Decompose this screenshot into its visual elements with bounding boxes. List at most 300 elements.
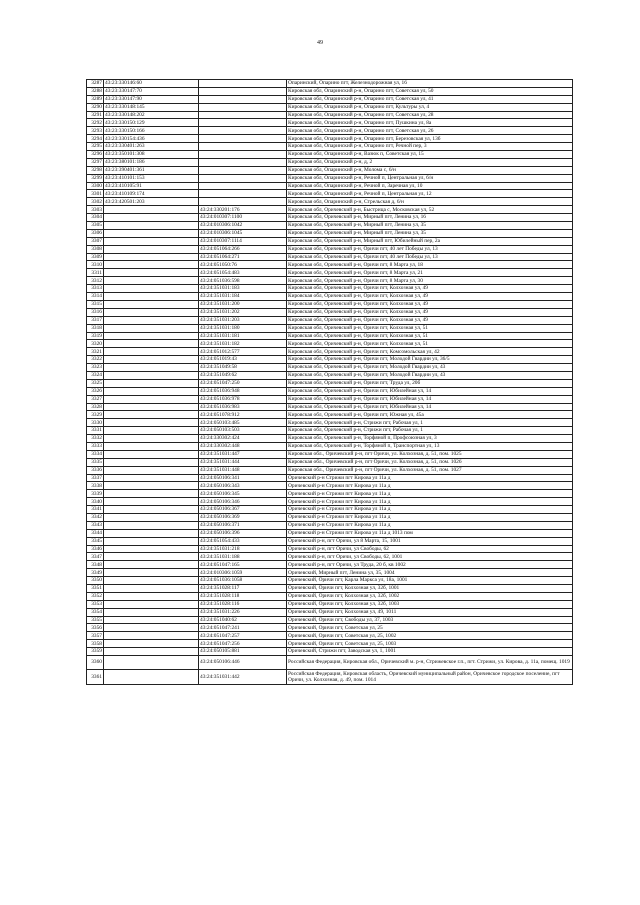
row-number-cell: 3361 [87,670,104,685]
address-cell: Оричевский р-н Стрижи пгт Кирова ул 11а д [287,506,573,514]
old-cadastral-cell [104,364,199,372]
table-row [87,419,573,427]
table-row [87,474,573,482]
row-number-cell: 3335 [87,458,104,466]
table-row [87,206,573,214]
table-row [87,119,573,127]
table-row [87,450,573,458]
old-cadastral-cell [104,656,199,670]
table-row [87,592,573,600]
row-number-cell: 3346 [87,545,104,553]
table-row [87,332,573,340]
new-cadastral-cell: 43:24:010307:1100 [199,214,287,222]
address-cell: Кировская обл, Оричевский р-н, Оричи пгт, Колхозная ул, 49 [287,316,573,324]
new-cadastral-cell: 43:24:351049:62 [199,371,287,379]
old-cadastral-cell: 43:23:350101:308 [104,151,199,159]
new-cadastral-cell: 43:24:051036:598 [199,277,287,285]
row-number-cell: 3310 [87,261,104,269]
new-cadastral-cell: 43:24:050106:341 [199,474,287,482]
row-number-cell: 3357 [87,632,104,640]
table-row [87,482,573,490]
row-number-cell: 3316 [87,308,104,316]
old-cadastral-cell: 43:23:410101:153 [104,174,199,182]
table-row [87,379,573,387]
row-number-cell: 3336 [87,466,104,474]
address-cell: Кировская обл., Оричевский р-н, пгт Оричи, ул. Колхозная, д. 51, пом. 1025 [287,450,573,458]
new-cadastral-cell: 43:24:051047:257 [199,632,287,640]
old-cadastral-cell [104,356,199,364]
row-number-cell: 3311 [87,269,104,277]
row-number-cell: 3337 [87,474,104,482]
address-cell: Кировская обл, Оричевский р-н, Стрижи пгт, Рабочая ул, 1 [287,427,573,435]
table-row [87,435,573,443]
row-number-cell: 3322 [87,356,104,364]
row-number-cell: 3355 [87,616,104,624]
row-number-cell: 3354 [87,608,104,616]
new-cadastral-cell: 43:24:351031:181 [199,332,287,340]
address-cell: Кировская обл, Оричевский р-н, Оричи пгт, Юбилейная ул, 14 [287,387,573,395]
row-number-cell: 3304 [87,214,104,222]
address-cell: Кировская обл, Оричевский р-н, Оричи пгт, 8 Марта ул, 21 [287,269,573,277]
row-number-cell: 3330 [87,419,104,427]
table-row [87,387,573,395]
address-cell: Кировская обл, Оричевский р-н, Торфяной п, Профсоюзная ул, 3 [287,435,573,443]
row-number-cell: 3359 [87,648,104,656]
new-cadastral-cell: 43:24:050106:369 [199,513,287,521]
table-row [87,198,573,206]
old-cadastral-cell [104,269,199,277]
address-cell: Кировская обл, Оричевский р-н, Оричи пгт, Юбилейная ул, 14 [287,403,573,411]
row-number-cell: 3331 [87,427,104,435]
address-cell: Оричевский, Оричи пгт, Колхозная ул, 49, 1011 [287,608,573,616]
new-cadastral-cell: 43:24:050106:343 [199,482,287,490]
new-cadastral-cell: 43:24:351028:118 [199,592,287,600]
old-cadastral-cell [104,529,199,537]
table-row [87,569,573,577]
new-cadastral-cell: 43:24:351031:184 [199,293,287,301]
new-cadastral-cell: 43:24:351049:58 [199,364,287,372]
address-cell: Кировская обл, Оричевский р-н, Оричи пгт, Комсомольская ул, 42 [287,348,573,356]
address-cell: Кировская обл, Оричевский р-н, Оричи пгт, Труда ул, 20б [287,379,573,387]
old-cadastral-cell [104,585,199,593]
table-row [87,245,573,253]
address-cell: Кировская обл, Оричевский р-н, Оричи пгт, 40 лет Победы ул, 13 [287,245,573,253]
row-number-cell: 3307 [87,237,104,245]
address-cell: Кировская обл, Оричевский р-н, Оричи пгт, Колхозная ул, 49 [287,300,573,308]
new-cadastral-cell: 43:24:351031:218 [199,545,287,553]
address-cell: Оричевский, Оричи пгт, Колхозная ул, 32б, 1003 [287,600,573,608]
address-cell: Российская Федерация, Кировская обл., Оричевский м. р-н, Стрижевское г.п., пгт. Стрижи, ул. Кирова, д. 11а, помещ. 1019 [287,656,573,670]
table-row [87,87,573,95]
old-cadastral-cell [104,411,199,419]
old-cadastral-cell [104,466,199,474]
old-cadastral-cell [104,222,199,230]
row-number-cell: 3325 [87,379,104,387]
row-number-cell: 3358 [87,640,104,648]
old-cadastral-cell [104,545,199,553]
row-number-cell: 3360 [87,656,104,670]
row-number-cell: 3306 [87,229,104,237]
row-number-cell: 3329 [87,411,104,419]
new-cadastral-cell [199,174,287,182]
address-cell: Кировская обл, Оричевский р-н, Оричи пгт, Колхозная ул, 51 [287,332,573,340]
new-cadastral-cell: 43:24:351028:117 [199,585,287,593]
address-cell: Оричевский р-н Стрижи пгт Кирова ул 11а д [287,513,573,521]
address-cell: Кировская обл, Оричевский р-н, Оричи пгт, 40 лет Победы ул, 13 [287,253,573,261]
new-cadastral-cell: 43:24:330201:176 [199,206,287,214]
row-number-cell: 3302 [87,198,104,206]
new-cadastral-cell [199,182,287,190]
table-row [87,427,573,435]
table-row [87,229,573,237]
row-number-cell: 3340 [87,498,104,506]
row-number-cell: 3289 [87,95,104,103]
row-number-cell: 3347 [87,553,104,561]
new-cadastral-cell: 43:24:330302:448 [199,442,287,450]
row-number-cell: 3344 [87,529,104,537]
table-row [87,222,573,230]
address-cell: Кировская обл, Опаринский р-н, Речной п, Центральная ул, 12 [287,190,573,198]
address-cell: Кировская обл, Оричевский р-н, Оричи пгт, Колхозная ул, 51 [287,324,573,332]
row-number-cell: 3313 [87,285,104,293]
address-cell: Кировская обл, Опаринский р-н, Стрельская д, 6/н [287,198,573,206]
table-row [87,356,573,364]
old-cadastral-cell [104,482,199,490]
row-number-cell: 3315 [87,300,104,308]
row-number-cell: 3288 [87,87,104,95]
row-number-cell: 3348 [87,561,104,569]
address-cell: Кировская обл, Оричевский р-н, Оричи пгт, Колхозная ул, 49 [287,308,573,316]
new-cadastral-cell: 43:24:051012:577 [199,348,287,356]
table-row [87,143,573,151]
new-cadastral-cell: 43:24:050106:367 [199,506,287,514]
address-cell: Кировская обл, Оричевский р-н, Стрижи пгт, Рабочая ул, 1 [287,419,573,427]
new-cadastral-cell: 43:24:051050:76 [199,261,287,269]
old-cadastral-cell [104,403,199,411]
table-row [87,158,573,166]
old-cadastral-cell [104,616,199,624]
table-row [87,537,573,545]
row-number-cell: 3321 [87,348,104,356]
new-cadastral-cell [199,135,287,143]
old-cadastral-cell [104,670,199,685]
table-row [87,269,573,277]
new-cadastral-cell: 43:24:051047:241 [199,624,287,632]
new-cadastral-cell: 43:24:051047:256 [199,640,287,648]
address-cell: Оричевский р-н Стрижи пгт Кирова ул 11а д [287,498,573,506]
old-cadastral-cell [104,348,199,356]
old-cadastral-cell [104,490,199,498]
address-cell: Оричевский, Оричи пгт, Советская ул, 25 [287,624,573,632]
table-row [87,135,573,143]
new-cadastral-cell [199,151,287,159]
new-cadastral-cell [199,127,287,135]
old-cadastral-cell [104,419,199,427]
address-cell: Оричевский р-н, пгт Оричи, ул Свободы, 62, 1001 [287,553,573,561]
table-row [87,182,573,190]
new-cadastral-cell: 43:24:050106:345 [199,490,287,498]
table-row [87,95,573,103]
table-row [87,624,573,632]
row-number-cell: 3294 [87,135,104,143]
old-cadastral-cell [104,600,199,608]
row-number-cell: 3291 [87,111,104,119]
address-cell: Кировская обл, Опаринский р-н, Опарино пгт, Советская ул, 28 [287,111,573,119]
new-cadastral-cell: 43:24:351031:202 [199,308,287,316]
new-cadastral-cell: 43:24:351031:203 [199,316,287,324]
row-number-cell: 3305 [87,222,104,230]
old-cadastral-cell: 43:23:330154:436 [104,135,199,143]
address-cell: Кировская обл, Оричевский р-н, Оричи пгт, Колхозная ул, 51 [287,340,573,348]
row-number-cell: 3297 [87,158,104,166]
table-row [87,458,573,466]
row-number-cell: 3314 [87,293,104,301]
new-cadastral-cell: 43:24:351031:448 [199,466,287,474]
old-cadastral-cell: 43:23:420501:203 [104,198,199,206]
table-row [87,640,573,648]
new-cadastral-cell: 43:24:051047:250 [199,379,287,387]
new-cadastral-cell: 43:24:330302:424 [199,435,287,443]
new-cadastral-cell: 43:24:051064:266 [199,245,287,253]
new-cadastral-cell [199,166,287,174]
old-cadastral-cell [104,237,199,245]
new-cadastral-cell: 43:24:051036:978 [199,395,287,403]
table-row [87,190,573,198]
address-cell: Кировская обл, Опаринский р-н, Опарино пгт, Пушкина ул, 8а [287,119,573,127]
table-row [87,513,573,521]
new-cadastral-cell [199,87,287,95]
old-cadastral-cell: 43:23:330150:129 [104,119,199,127]
address-cell: Оричевский р-н Стрижи пгт Кирова ул 11а д [287,482,573,490]
table-row [87,608,573,616]
register-table-body [87,80,573,685]
old-cadastral-cell: 43:23:330401:263 [104,143,199,151]
address-cell: Кировская обл., Оричевский р-н, пгт Оричи, ул. Колхозная, д. 51, пом. 1027 [287,466,573,474]
new-cadastral-cell: 43:24:351031:444 [199,458,287,466]
row-number-cell: 3327 [87,395,104,403]
row-number-cell: 3356 [87,624,104,632]
old-cadastral-cell [104,308,199,316]
table-row [87,285,573,293]
row-number-cell: 3308 [87,245,104,253]
old-cadastral-cell [104,592,199,600]
row-number-cell: 3342 [87,513,104,521]
row-number-cell: 3293 [87,127,104,135]
new-cadastral-cell [199,119,287,127]
address-cell: Российская Федерация, Кировская область, Оричевский муниципальный район, Оричевское городское поселение, пгт Оричи, ул. Колхозная, д. 49, пом. 1014 [287,670,573,685]
new-cadastral-cell: 43:24:051054:433 [199,537,287,545]
old-cadastral-cell [104,521,199,529]
new-cadastral-cell: 43:24:351031:180 [199,324,287,332]
address-cell: Оричевский р-н Стрижи пгт Кирова ул 11а д [287,490,573,498]
row-number-cell: 3334 [87,450,104,458]
row-number-cell: 3333 [87,442,104,450]
address-cell: Кировская обл, Опаринский р-н, Речной п, Центральная ул, 6/н [287,174,573,182]
row-number-cell: 3290 [87,103,104,111]
old-cadastral-cell [104,561,199,569]
old-cadastral-cell: 43:23:330148:202 [104,111,199,119]
address-cell: Кировская обл, Оричевский р-н, Оричи пгт, Молодой Гвардии ул, 43 [287,371,573,379]
row-number-cell: 3301 [87,190,104,198]
address-cell: Кировская обл, Опаринский р-н, Опарино пгт, Советская ул, 41 [287,95,573,103]
new-cadastral-cell: 43:24:051078:912 [199,411,287,419]
new-cadastral-cell [199,190,287,198]
row-number-cell: 3318 [87,324,104,332]
address-cell: Кировская обл, Оричевский р-н, Мирный пгт, Ленина ул, 35 [287,229,573,237]
old-cadastral-cell [104,442,199,450]
row-number-cell: 3351 [87,585,104,593]
table-row [87,395,573,403]
address-cell: Кировская обл, Опаринский р-н, Вазюк п, Советская ул, 15 [287,151,573,159]
table-row [87,348,573,356]
address-cell: Кировская обл, Оричевский р-н, Мирный пгт, Ленина ул, 16 [287,214,573,222]
old-cadastral-cell [104,435,199,443]
row-number-cell: 3299 [87,174,104,182]
address-cell: Кировская обл, Опаринский р-н, Опарино пгт, Советская ул, 26 [287,127,573,135]
address-cell: Кировская обл, Оричевский р-н, Торфяной п, Транспортная ул, 13 [287,442,573,450]
row-number-cell: 3324 [87,371,104,379]
table-row [87,364,573,372]
row-number-cell: 3353 [87,600,104,608]
table-row [87,490,573,498]
address-cell: Кировская обл, Опаринский р-н, Опарино пгт, Советская ул, 50 [287,87,573,95]
table-row [87,521,573,529]
new-cadastral-cell: 43:24:050103:485 [199,419,287,427]
old-cadastral-cell [104,277,199,285]
new-cadastral-cell: 43:24:010306:1045 [199,229,287,237]
row-number-cell: 3323 [87,364,104,372]
table-row [87,166,573,174]
new-cadastral-cell: 43:24:051036:1058 [199,577,287,585]
old-cadastral-cell [104,324,199,332]
table-row [87,600,573,608]
old-cadastral-cell: 43:23:380101:186 [104,158,199,166]
new-cadastral-cell: 43:24:351031:200 [199,300,287,308]
new-cadastral-cell [199,80,287,88]
address-cell: Кировская обл, Опаринский р-н, Речной п, Заречная ул, 10 [287,182,573,190]
old-cadastral-cell [104,474,199,482]
new-cadastral-cell: 43:24:050106:346 [199,498,287,506]
table-row [87,103,573,111]
table-row [87,174,573,182]
table-row [87,411,573,419]
new-cadastral-cell: 43:24:051047:165 [199,561,287,569]
table-row [87,371,573,379]
address-cell: Оричевский, Оричи пгт, Свободы ул, 37, 1003 [287,616,573,624]
row-number-cell: 3326 [87,387,104,395]
old-cadastral-cell [104,340,199,348]
table-row [87,498,573,506]
new-cadastral-cell: 43:24:051019:43 [199,356,287,364]
old-cadastral-cell: 43:23:330146:60 [104,80,199,88]
new-cadastral-cell: 43:24:351031:226 [199,608,287,616]
old-cadastral-cell [104,332,199,340]
address-cell: Кировская обл, Оричевский р-н, Мирный пгт, Юбилейный пер, 2а [287,237,573,245]
address-cell: Оричевский р-н Стрижи пгт Кирова ул 11а д [287,474,573,482]
row-number-cell: 3303 [87,206,104,214]
address-cell: Оричевский, Оричи пгт, Карла Маркса ул, 18а, 1001 [287,577,573,585]
address-cell: Кировская обл, Оричевский р-н, Оричи пгт, Молодой Гвардии ул, 36/5 [287,356,573,364]
new-cadastral-cell: 43:24:351031:183 [199,285,287,293]
old-cadastral-cell [104,513,199,521]
table-row [87,214,573,222]
row-number-cell: 3343 [87,521,104,529]
address-cell: Кировская обл, Оричевский р-н, Быстрица с, Московская ул, 52 [287,206,573,214]
new-cadastral-cell: 43:24:050106:396 [199,529,287,537]
address-cell: Оричевский, Стрижи пгт, Заводская ул, 1, 1001 [287,648,573,656]
new-cadastral-cell [199,111,287,119]
row-number-cell: 3319 [87,332,104,340]
address-cell: Оричевский р-н, пгт Оричи, ул Труда, 20 б, кв 1002 [287,561,573,569]
table-row [87,261,573,269]
new-cadastral-cell: 43:24:051064:271 [199,253,287,261]
table-row [87,316,573,324]
address-cell: Оричевский р-н, пгт Оричи, ул Свободы, 62 [287,545,573,553]
table-row [87,545,573,553]
row-number-cell: 3300 [87,182,104,190]
table-row [87,529,573,537]
address-cell: Оричевский, Оричи пгт, Советская ул, 25, 1002 [287,632,573,640]
address-cell: Оричевский р-н Стрижи пгт Кирова ул 11а д 1013 пом [287,529,573,537]
new-cadastral-cell [199,143,287,151]
row-number-cell: 3350 [87,577,104,585]
new-cadastral-cell: 43:24:051036:948 [199,387,287,395]
row-number-cell: 3295 [87,143,104,151]
new-cadastral-cell: 43:24:010306:1059 [199,569,287,577]
old-cadastral-cell [104,450,199,458]
address-cell: Кировская обл, Опаринский р-н, д, 2 [287,158,573,166]
table-row [87,506,573,514]
address-cell: Кировская обл, Оричевский р-н, Оричи пгт, Колхозная ул, 49 [287,285,573,293]
table-row [87,277,573,285]
row-number-cell: 3317 [87,316,104,324]
new-cadastral-cell: 43:24:050105:881 [199,648,287,656]
row-number-cell: 3339 [87,490,104,498]
row-number-cell: 3338 [87,482,104,490]
address-cell: Кировская обл, Оричевский р-н, Оричи пгт, Южная ул, 45а [287,411,573,419]
old-cadastral-cell [104,261,199,269]
old-cadastral-cell [104,300,199,308]
row-number-cell: 3298 [87,166,104,174]
table-row [87,466,573,474]
old-cadastral-cell [104,285,199,293]
old-cadastral-cell [104,498,199,506]
address-cell: Кировская обл, Опаринский р-н, Опарино пгт, Речной пер, 3 [287,143,573,151]
address-cell: Кировская обл, Оричевский р-н, Оричи пгт, Молодой Гвардии ул, 43 [287,364,573,372]
table-row [87,403,573,411]
address-cell: Оричевский, Оричи пгт, Колхозная ул, 32б, 1001 [287,585,573,593]
old-cadastral-cell [104,206,199,214]
old-cadastral-cell: 43:23:410105:91 [104,182,199,190]
old-cadastral-cell: 43:23:410109:174 [104,190,199,198]
old-cadastral-cell [104,506,199,514]
register-table [86,79,573,685]
new-cadastral-cell: 43:24:010307:1114 [199,237,287,245]
table-row [87,561,573,569]
old-cadastral-cell [104,245,199,253]
table-row [87,616,573,624]
old-cadastral-cell [104,371,199,379]
table-row [87,442,573,450]
new-cadastral-cell: 43:24:351031:188 [199,553,287,561]
table-row [87,308,573,316]
table-row [87,670,573,685]
row-number-cell: 3309 [87,253,104,261]
new-cadastral-cell: 43:24:010306:1042 [199,222,287,230]
old-cadastral-cell [104,632,199,640]
old-cadastral-cell: 43:23:330150:166 [104,127,199,135]
table-row [87,253,573,261]
